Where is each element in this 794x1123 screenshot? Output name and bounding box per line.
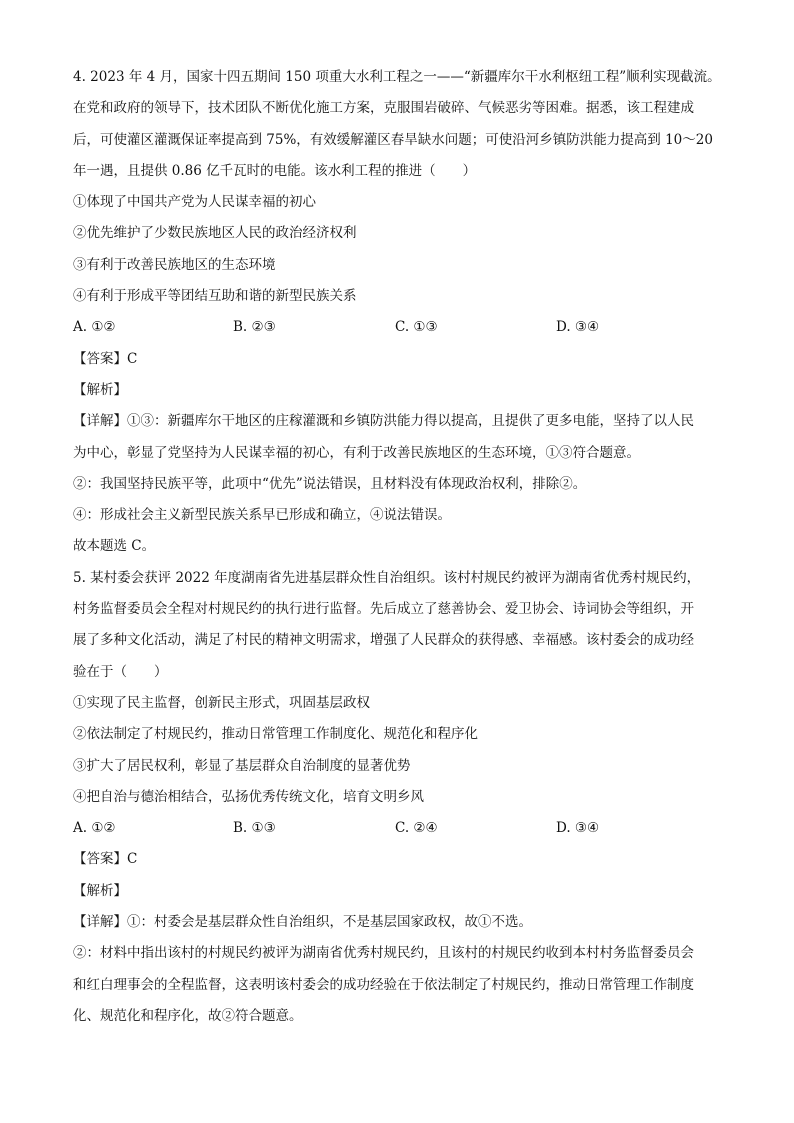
stem-line: 5. 某村委会获评 2022 年度湖南省先进基层群众性自治组织。该村村规民约被评为湖南省优秀村规民约， xyxy=(73,569,701,586)
analysis-line: ④：形成社会主义新型民族关系早已形成和确立，④说法错误。 xyxy=(73,507,451,524)
option-b: B. ②③ xyxy=(233,319,276,336)
option-a: A. ①② xyxy=(73,319,116,336)
answer-line: 【答案】C xyxy=(73,350,138,367)
statement-item: ①实现了民主监督，创新民主形式，巩固基层政权 xyxy=(73,694,370,711)
analysis-label: 【解析】 xyxy=(73,882,127,899)
stem-line: 年一遇，且提供 0.86 亿千瓦时的电能。该水利工程的推进（ ） xyxy=(73,162,477,179)
analysis-line: 为中心，彰显了党坚持为人民谋幸福的初心，有利于改善民族地区的生态环境，①③符合题意。 xyxy=(73,444,640,461)
statement-item: ②依法制定了村规民约，推动日常管理工作制度化、规范化和程序化 xyxy=(73,726,478,743)
statement-item: ④把自治与德治相结合，弘扬优秀传统文化，培育文明乡风 xyxy=(73,788,424,805)
statement-item: ③有利于改善民族地区的生态环境 xyxy=(73,256,276,273)
stem-line: 村务监督委员会全程对村规民约的执行进行监督。先后成立了慈善协会、爱卫协会、诗词协会等组织，开 xyxy=(73,601,694,618)
question-5-options xyxy=(73,813,723,844)
document-content xyxy=(73,62,723,1032)
stem-line: 验在于（ ） xyxy=(73,663,168,680)
question-5 xyxy=(73,563,723,1032)
stem-line: 后，可使灌区灌溉保证率提高到 75%，有效缓解灌区春旱缺水问题；可使沿河乡镇防洪能力提高到 10～20 xyxy=(73,131,713,148)
analysis-line: 故本题选 C。 xyxy=(73,538,156,555)
question-4-options xyxy=(73,312,723,343)
stem-line: 展了多种文化活动，满足了村民的精神文明需求，增强了人民群众的获得感、幸福感。该村委会的成功经 xyxy=(73,632,694,649)
statement-item: ③扩大了居民权利，彰显了基层群众自治制度的显著优势 xyxy=(73,757,411,774)
analysis-line: 【详解】①③：新疆库尔干地区的庄稼灌溉和乡镇防洪能力得以提高，且提供了更多电能，坚持了以人民 xyxy=(73,413,694,430)
question-5-stem xyxy=(73,563,723,688)
question-4 xyxy=(73,62,723,563)
option-d: D. ③④ xyxy=(556,319,600,336)
stem-line: 4. 2023 年 4 月，国家十四五期间 150 项重大水利工程之一——“新疆库尔干水利枢纽工程”顺利实现截流。 xyxy=(73,69,721,85)
analysis-line: 和红白理事会的全程监督，这表明该村委会的成功经验在于依法制定了村规民约，推动日常管理工作制度 xyxy=(73,976,694,993)
analysis-line: 化、规范化和程序化，故②符合题意。 xyxy=(73,1007,303,1024)
analysis-line: 【详解】①：村委会是基层群众性自治组织，不是基层国家政权，故①不选。 xyxy=(73,914,532,931)
statement-item: ②优先维护了少数民族地区人民的政治经济权利 xyxy=(73,225,357,242)
analysis-line: ②：我国坚持民族平等，此项中“优先”说法错误，且材料没有体现政治权利，排除②。 xyxy=(73,475,587,492)
option-b: B. ①③ xyxy=(233,820,276,837)
question-4-analysis xyxy=(73,406,723,562)
answer-line: 【答案】C xyxy=(73,851,138,868)
option-a: A. ①② xyxy=(73,820,116,837)
analysis-line: ②：材料中指出该村的村规民约被评为湖南省优秀村规民约，且该村的村规民约收到本村村务监督委员会 xyxy=(73,945,694,962)
question-5-items xyxy=(73,688,723,813)
statement-item: ④有利于形成平等团结互助和谐的新型民族关系 xyxy=(73,288,357,305)
question-4-items xyxy=(73,187,723,312)
option-d: D. ③④ xyxy=(556,820,600,837)
statement-item: ①体现了中国共产党为人民谋幸福的初心 xyxy=(73,194,316,211)
stem-line: 在党和政府的领导下，技术团队不断优化施工方案，克服围岩破碎、气候恶劣等困难。据悉，该工程建成 xyxy=(73,100,694,117)
analysis-label: 【解析】 xyxy=(73,381,127,398)
option-c: C. ②④ xyxy=(395,820,438,837)
option-c: C. ①③ xyxy=(395,319,438,336)
question-5-analysis xyxy=(73,907,723,1032)
question-4-stem xyxy=(73,62,723,187)
